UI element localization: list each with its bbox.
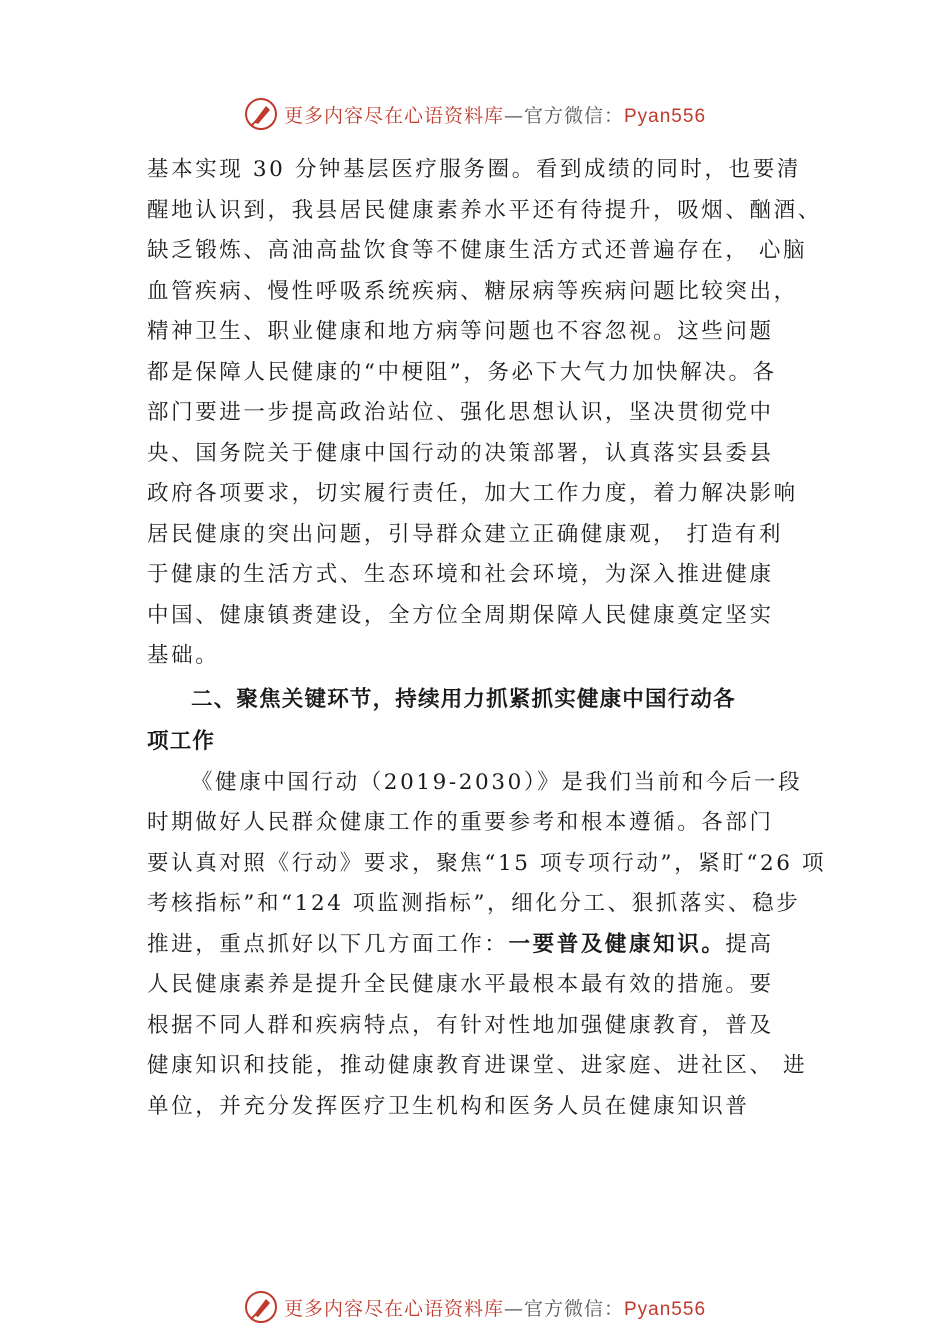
text-line: 单位，并充分发挥医疗卫生机构和医务人员在健康知识普 [147,1093,750,1119]
watermark-wechat-id: Pyan556 [624,1298,707,1320]
emphasis-text: 一要普及健康知识。 [508,931,726,957]
pen-nib-logo-icon [244,97,278,131]
text-line: 根据不同人群和疾病特点，有针对性地加强健康教育，普及 [147,1012,774,1038]
text-line: 《健康中国行动（2019-2030）》是我们当前和今后一段 [191,769,803,795]
text-line: 血管疾病、慢性呼吸系统疾病、糖尿病等疾病问题比较突出， [147,278,798,304]
header-watermark [0,97,950,131]
text-line: 都是保障人民健康的“中梗阻”，务必下大气力加快解决。各 [147,359,777,385]
text-line: 人民健康素养是提升全民健康水平最根本最有效的措施。要 [147,972,774,997]
paragraph-1 [147,150,827,677]
text-line: 精神卫生、职业健康和地方病等问题也不容忽视。这些问题 [147,319,774,344]
text-line: 醒地认识到，我县居民健康素养水平还有待提升，吸烟、酗酒、 [147,197,822,223]
paragraph-2 [147,763,827,1128]
text-line: 要认真对照《行动》要求，聚焦“15 项专项行动”，紧盯“26 项 [147,850,827,876]
watermark-dash: — [503,1297,524,1320]
text-line: 政府各项要求，切实履行责任，加大工作力度，着力解决影响 [147,481,798,506]
watermark-dash: — [503,104,524,127]
text-line: 基础。 [147,643,220,668]
text-line: 基本实现 30 分钟基层医疗服务圈。看到成绩的同时，也要清 [147,157,801,182]
pen-nib-logo-icon [244,1290,278,1324]
watermark-label: 官方微信： [523,104,624,127]
text-run: 推进，重点抓好以下几方面工作： [147,931,509,957]
text-line: 时期做好人民群众健康工作的重要参考和根本遵循。各部门 [147,810,774,835]
text-run: 提高 [725,931,774,957]
text-line: 中国、健康镇赉建设，全方位全周期保障人民健康奠定坚实 [147,602,774,628]
text-line-with-emphasis [147,925,827,966]
document-body [147,150,827,1127]
text-line: 部门要进一步提高政治站位、强化思想认识，坚决贯彻党中 [147,400,774,425]
section-heading-continued: 项工作 [147,728,216,754]
text-line: 央、国务院关于健康中国行动的决策部署，认真落实县委县 [147,440,774,466]
watermark-main-text: 更多内容尽在心语资料库 [283,104,504,127]
text-line: 居民健康的突出问题，引导群众建立正确健康观， 打造有利 [147,521,784,547]
watermark-label: 官方微信： [523,1297,624,1320]
text-line: 于健康的生活方式、生态环境和社会环境，为深入推进健康 [147,562,774,587]
watermark-wechat-id: Pyan556 [624,105,707,127]
watermark-main-text: 更多内容尽在心语资料库 [283,1297,504,1320]
text-line: 缺乏锻炼、高油高盐饮食等不健康生活方式还普遍存在， 心脑 [147,238,808,263]
footer-watermark [0,1290,950,1324]
text-line: 考核指标”和“124 项监测指标”，细化分工、狠抓落实、稳步 [147,891,801,916]
text-line: 健康知识和技能，推动健康教育进课堂、进家庭、进社区、 进 [147,1053,808,1078]
section-heading: 二、聚焦关键环节，持续用力抓紧抓实健康中国行动各 [191,686,736,712]
